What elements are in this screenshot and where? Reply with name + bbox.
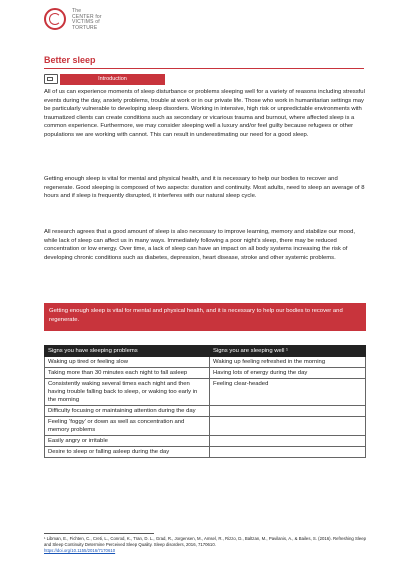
table-cell (210, 417, 366, 436)
table-cell: Difficulty focusing or maintaining attention during the day (45, 406, 210, 417)
footnote (44, 536, 366, 554)
table-cell: Easily angry or irritable (45, 436, 210, 447)
logo-text (72, 9, 102, 31)
table-cell: Waking up tired or feeling slow (45, 357, 210, 368)
page-title: Better sleep (44, 55, 96, 65)
table-row (45, 368, 366, 379)
table-row (45, 436, 366, 447)
column-header: Signs you have sleeping problems (45, 346, 210, 357)
table-row (45, 406, 366, 417)
table-cell: Desire to sleep or falling asleep during the day (45, 447, 210, 458)
table-cell: Feeling clear-headed (210, 379, 366, 406)
table-cell (210, 447, 366, 458)
table-row (45, 357, 366, 368)
logo-mark-icon (44, 8, 66, 30)
table-row (45, 447, 366, 458)
logo-line: The (72, 8, 82, 14)
footnote-doi-link[interactable]: https://doi.org/10.1155/2016/7170610 (44, 548, 116, 553)
footnote-divider (44, 533, 154, 534)
logo-line: TORTURE (72, 24, 98, 31)
table-row (45, 417, 366, 436)
table-cell (210, 406, 366, 417)
organization-logo (44, 8, 164, 34)
table-cell: Waking up feeling refreshed in the morning (210, 357, 366, 368)
highlight-callout: Getting enough sleep is vital for mental and physical health, and it is necessary to help our bodies to recover and regenerate. (44, 303, 366, 331)
intro-paragraph: All of us can experience moments of sleep disturbance or problems sleeping well for a variety of reasons including stressful events during the day, anxiety problems, trouble at work or in our private life. Those who work in humanitarian settings may be particularly vulnerable to developing sleep disorders. Working in intensive, high risk or unpredictable environments with traumatized clients can create conditions such as secondary or vicarious trauma and burnout, where affected sleep is a common experience. Furthermore, we may consider sleeping well a luxury and/or feel guilty because refugees or other populations we are working with cannot. This can result in underestimating our need for a good sleep. (44, 89, 365, 138)
table-cell: Having lots of energy during the day (210, 368, 366, 379)
table-cell: Taking more than 30 minutes each night to fall asleep (45, 368, 210, 379)
table-cell: Consistently waking several times each night and then having trouble falling back to sleep, or waking too early in the morning (45, 379, 210, 406)
body-paragraph: Getting enough sleep is vital for mental and physical health, and it is necessary to help our bodies to recover and regenerate. Good sleeping is composed of two aspects: duration and continuity. Most adults, need to sleep an average of 8 hours and if sleep is frequently disrupted, it interferes with our natural sleep cycle. (44, 176, 365, 200)
table-header-row (45, 346, 366, 357)
table-cell (210, 436, 366, 447)
logo-line: VICTIMS of (72, 19, 100, 26)
section-label-introduction: Introduction (60, 74, 165, 85)
column-header: Signs you are sleeping well ¹ (210, 346, 366, 357)
footnote-text: ¹ Libman, E., Fichten, C., Creti, L., Conrod, K., Tran, D. L., Grad, R., Jorgensen, M., Amsel, R., Rizzo, D., Baltzan, M., Pavilanis, A., & Bailes, S. (2016). Refreshing Sleep and Sleep Continuity Determine Perceived Sleep Quality. Sleep disorders, 2016, 7170610. (44, 536, 366, 547)
sleep-signs-table (44, 345, 366, 458)
document-icon (44, 74, 58, 84)
table-row (45, 379, 366, 406)
table-cell: Feeling ‘foggy’ or down as well as concentration and memory problems (45, 417, 210, 436)
body-paragraph: All research agrees that a good amount of sleep is also necessary to improve learning, memory and stabilize our mood, while lack of sleep can affect us in many ways. Immediately following a poor night’s sleep, there may be reduced concentration or low energy. Over time, a lack of sleep can have an impact on all body systems increasing the risk of developing chronic conditions such as diabetes, depression, heart disease, stroke and other systemic problems. (44, 229, 356, 261)
title-divider (44, 68, 364, 69)
logo-line: CENTER for (72, 13, 102, 20)
